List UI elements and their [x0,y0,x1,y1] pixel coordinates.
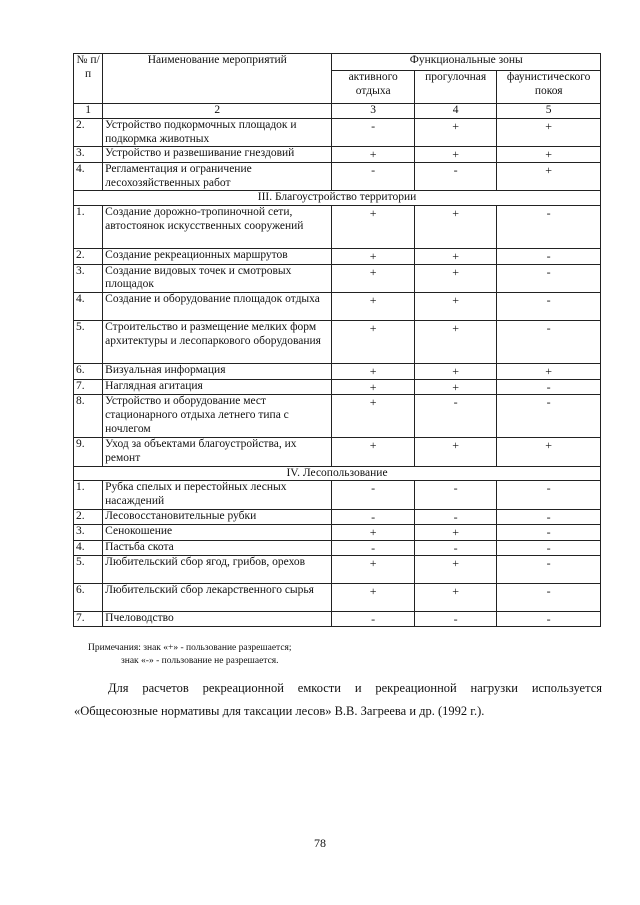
zone-fauna-mark: - [497,509,601,524]
section-row [74,466,601,481]
table-row [74,147,601,162]
activity-name: Создание и оборудование площадок отдыха [103,293,332,321]
table-row [74,249,601,264]
zone-active-mark: + [332,525,414,540]
zone-active-mark: - [332,162,414,191]
paragraph-line: «Общесоюзные нормативы для таксации лесов» В.В. Загреева и др. (1992 г.). [74,704,485,719]
row-number: 5. [74,556,103,584]
row-number: 7. [74,379,103,394]
row-number: 6. [74,584,103,612]
table-notes [88,642,292,668]
note-line: Примечания: знак «+» - пользование разрешается; [88,643,292,653]
table-row [74,612,601,627]
zone-fauna-mark: + [497,147,601,162]
table-row [74,540,601,555]
section-title: IV. Лесопользование [74,466,601,481]
zone-active-mark: + [332,556,414,584]
zone-fauna-mark: - [497,612,601,627]
zone-walking-mark: - [414,540,496,555]
table-body [74,118,601,627]
table-row [74,584,601,612]
zone-fauna-mark: - [497,379,601,394]
row-number: 2. [74,249,103,264]
table-row [74,379,601,394]
activity-name: Устройство и развешивание гнездовий [103,147,332,162]
zone-fauna-mark: - [497,525,601,540]
zone-active-mark: - [332,540,414,555]
activity-name: Любительский сбор лекарственного сырья [103,584,332,612]
row-number: 6. [74,364,103,379]
header-zone-fauna: фаунистического покоя [497,71,601,104]
header-name: Наименование мероприятий [103,54,332,104]
row-number: 2. [74,509,103,524]
activity-name: Строительство и размещение мелких форм архитектуры и лесопаркового оборудования [103,321,332,364]
activity-name: Рубка спелых и перестойных лесных насаждений [103,481,332,510]
zone-walking-mark: - [414,612,496,627]
header-num: № п/п [74,54,103,104]
zone-active-mark: + [332,264,414,293]
zone-fauna-mark: + [497,437,601,466]
activity-name: Регламентация и ограничение лесохозяйственных работ [103,162,332,191]
zone-fauna-mark: - [497,481,601,510]
table-row [74,394,601,437]
row-number: 3. [74,525,103,540]
table-row [74,556,601,584]
table-row [74,293,601,321]
activity-name: Любительский сбор ягод, грибов, орехов [103,556,332,584]
body-paragraph [74,677,602,723]
zone-fauna-mark: - [497,540,601,555]
zone-walking-mark: + [414,206,496,249]
row-number: 9. [74,437,103,466]
zone-active-mark: + [332,437,414,466]
zone-active-mark: - [332,118,414,147]
zone-walking-mark: - [414,394,496,437]
zone-active-mark: + [332,293,414,321]
header-zones-title: Функциональные зоны [332,54,601,71]
zone-active-mark: + [332,364,414,379]
table-row [74,118,601,147]
row-number: 3. [74,147,103,162]
table-row [74,162,601,191]
activity-name: Визуальная информация [103,364,332,379]
activity-name: Создание дорожно-тропиночной сети, автостоянок искусственных сооружений [103,206,332,249]
zone-walking-mark: + [414,264,496,293]
table-row [74,264,601,293]
zone-walking-mark: + [414,321,496,364]
zone-active-mark: - [332,612,414,627]
row-number: 1. [74,206,103,249]
zone-walking-mark: + [414,379,496,394]
note-line: знак «-» - пользование не разрешается. [121,655,279,666]
row-number: 1. [74,481,103,510]
index-cell: 4 [414,104,496,119]
section-title: III. Благоустройство территории [74,191,601,206]
activity-name: Устройство и оборудование мест стационарного отдыха летнего типа с ночлегом [103,394,332,437]
zone-active-mark: + [332,379,414,394]
activity-name: Создание рекреационных маршрутов [103,249,332,264]
zone-walking-mark: - [414,162,496,191]
zone-fauna-mark: - [497,556,601,584]
activity-name: Уход за объектами благоустройства, их ремонт [103,437,332,466]
zone-active-mark: + [332,584,414,612]
row-number: 4. [74,540,103,555]
zone-walking-mark: + [414,249,496,264]
index-cell: 5 [497,104,601,119]
zone-active-mark: - [332,481,414,510]
zone-fauna-mark: + [497,162,601,191]
zone-fauna-mark: - [497,249,601,264]
header-zone-walking: прогулочная [414,71,496,104]
table-row [74,481,601,510]
index-cell: 1 [74,104,103,119]
table-row [74,437,601,466]
page-number: 78 [314,836,326,850]
zone-walking-mark: + [414,525,496,540]
activity-name: Создание видовых точек и смотровых площадок [103,264,332,293]
row-number: 4. [74,162,103,191]
zone-active-mark: + [332,394,414,437]
zone-fauna-mark: + [497,118,601,147]
zone-fauna-mark: - [497,394,601,437]
section-row [74,191,601,206]
zone-active-mark: + [332,249,414,264]
table-row [74,525,601,540]
zone-walking-mark: - [414,481,496,510]
zone-fauna-mark: - [497,206,601,249]
zone-active-mark: + [332,206,414,249]
zone-walking-mark: + [414,293,496,321]
zone-walking-mark: + [414,584,496,612]
zone-fauna-mark: - [497,293,601,321]
zone-fauna-mark: + [497,364,601,379]
zone-walking-mark: - [414,509,496,524]
zone-fauna-mark: - [497,321,601,364]
activity-name: Пчеловодство [103,612,332,627]
activity-name: Устройство подкормочных площадок и подкормка животных [103,118,332,147]
row-number: 5. [74,321,103,364]
zone-active-mark: + [332,321,414,364]
zone-walking-mark: + [414,147,496,162]
zone-walking-mark: + [414,364,496,379]
zone-walking-mark: + [414,437,496,466]
zone-active-mark: - [332,509,414,524]
table-row [74,509,601,524]
zone-walking-mark: + [414,556,496,584]
zone-active-mark: + [332,147,414,162]
zone-fauna-mark: - [497,584,601,612]
header-zone-active: активного отдыха [332,71,414,104]
functional-zones-table [73,53,601,627]
table-row [74,364,601,379]
index-cell: 3 [332,104,414,119]
index-cell: 2 [103,104,332,119]
row-number: 2. [74,118,103,147]
row-number: 3. [74,264,103,293]
zone-fauna-mark: - [497,264,601,293]
row-number: 4. [74,293,103,321]
row-number: 8. [74,394,103,437]
zone-walking-mark: + [414,118,496,147]
activity-name: Сенокошение [103,525,332,540]
table-row [74,321,601,364]
row-number: 7. [74,612,103,627]
table-header [74,54,601,119]
activity-name: Лесовосстановительные рубки [103,509,332,524]
paragraph-line: Для расчетов рекреационной емкости и рекреационной нагрузки используется [108,681,602,695]
activity-name: Пастьба скота [103,540,332,555]
table-row [74,206,601,249]
activity-name: Наглядная агитация [103,379,332,394]
